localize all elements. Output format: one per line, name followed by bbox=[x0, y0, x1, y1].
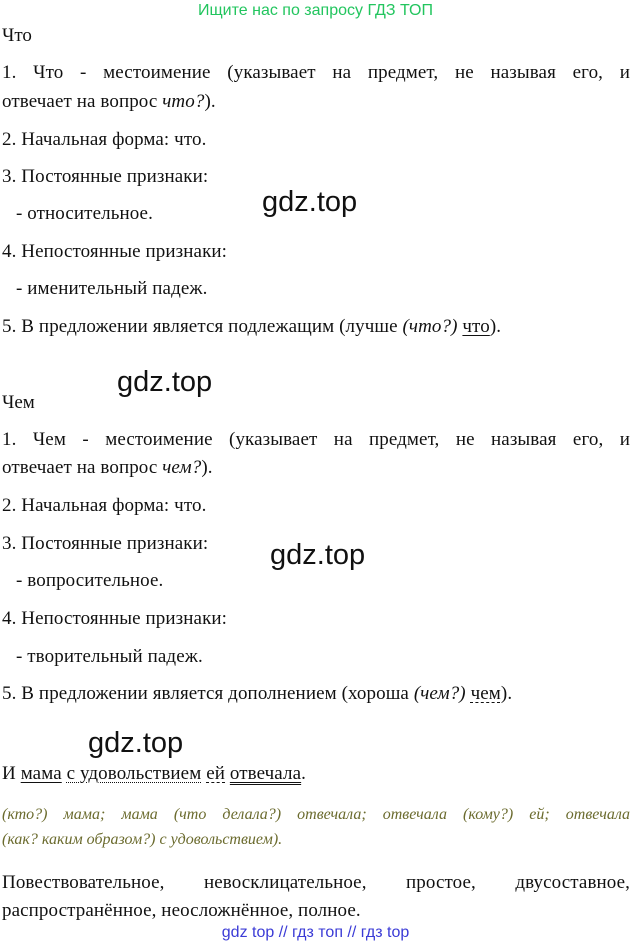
section1-item1-pre: отвечает на вопрос bbox=[2, 91, 163, 112]
section2-item1-line2 bbox=[2, 457, 213, 479]
section1-item5-pre: 5. В предложении является подлежащим (лучше bbox=[2, 316, 403, 337]
section2-item3-sub: - вопросительное. bbox=[16, 570, 164, 591]
section2-item4: 4. Непостоянные признаки: bbox=[2, 608, 228, 629]
watermark-3: gdz.top bbox=[270, 539, 366, 571]
footer: gdz top // гдз топ // гдз top bbox=[221, 924, 410, 941]
characteristics-line1: Повествовательное, невосклицательное, простое, двусоставное, bbox=[2, 872, 630, 893]
top-banner: Ищите нас по запросу ГДЗ ТОП bbox=[198, 2, 433, 19]
section2-item1-post: ). bbox=[201, 457, 213, 478]
section1-item3: 3. Постоянные признаки: bbox=[2, 166, 209, 187]
section2-item5 bbox=[2, 683, 512, 705]
section1-item1-line2 bbox=[2, 91, 216, 113]
watermark-4: gdz.top bbox=[88, 727, 184, 759]
sentence-predicate: отвечала bbox=[229, 763, 302, 784]
section1-item4: 4. Непостоянные признаки: bbox=[2, 241, 228, 262]
section1-item1-question: что? bbox=[162, 91, 205, 112]
section1-item2: 2. Начальная форма: что. bbox=[2, 129, 207, 150]
section1-word: Что bbox=[2, 25, 32, 46]
watermark-2: gdz.top bbox=[117, 366, 213, 398]
section2-item5-pre: 5. В предложении является дополнением (хороша bbox=[2, 683, 414, 704]
section1-item1-line1: 1. Что - местоимение (указывает на предмет, не называя его, и bbox=[2, 62, 630, 83]
watermark-1: gdz.top bbox=[262, 186, 358, 218]
section2-item1-pre: отвечает на вопрос bbox=[2, 457, 163, 478]
example-sentence bbox=[2, 763, 306, 785]
section1-item5 bbox=[2, 316, 501, 338]
section1-item5-post: ). bbox=[489, 316, 502, 337]
section1-item1-post: ). bbox=[204, 91, 216, 112]
analysis-line2: (как? каким образом?) с удовольствием). bbox=[2, 831, 283, 848]
sentence-end: . bbox=[301, 763, 306, 784]
section2-word: Чем bbox=[2, 392, 35, 413]
characteristics-line2: распространённое, неосложнённое, полное. bbox=[2, 900, 361, 921]
sentence-subject: мама bbox=[20, 763, 62, 784]
section2-item4-sub: - творительный падеж. bbox=[16, 646, 203, 667]
section2-item3: 3. Постоянные признаки: bbox=[2, 533, 209, 554]
section2-item1-question: чем? bbox=[162, 457, 202, 478]
sentence-word-1: И bbox=[2, 763, 16, 784]
analysis-line1: (кто?) мама; мама (что делала?) отвечала; отвечала (кому?) ей; отвечала bbox=[2, 806, 630, 823]
sentence-object: ей bbox=[206, 763, 226, 784]
section1-item5-question: (что?) bbox=[402, 316, 458, 337]
section1-item5-word: что bbox=[462, 316, 490, 337]
section2-item5-word: чем bbox=[470, 683, 501, 704]
section2-item5-post: ). bbox=[500, 683, 513, 704]
section1-item3-sub: - относительное. bbox=[16, 203, 153, 224]
section2-item1-line1: 1. Чем - местоимение (указывает на предмет, не называя его, и bbox=[2, 429, 630, 450]
section2-item2: 2. Начальная форма: что. bbox=[2, 495, 207, 516]
sentence-adverbial: с удовольствием bbox=[66, 763, 202, 784]
section2-item5-question: (чем?) bbox=[413, 683, 466, 704]
section1-item4-sub: - именительный падеж. bbox=[16, 278, 208, 299]
